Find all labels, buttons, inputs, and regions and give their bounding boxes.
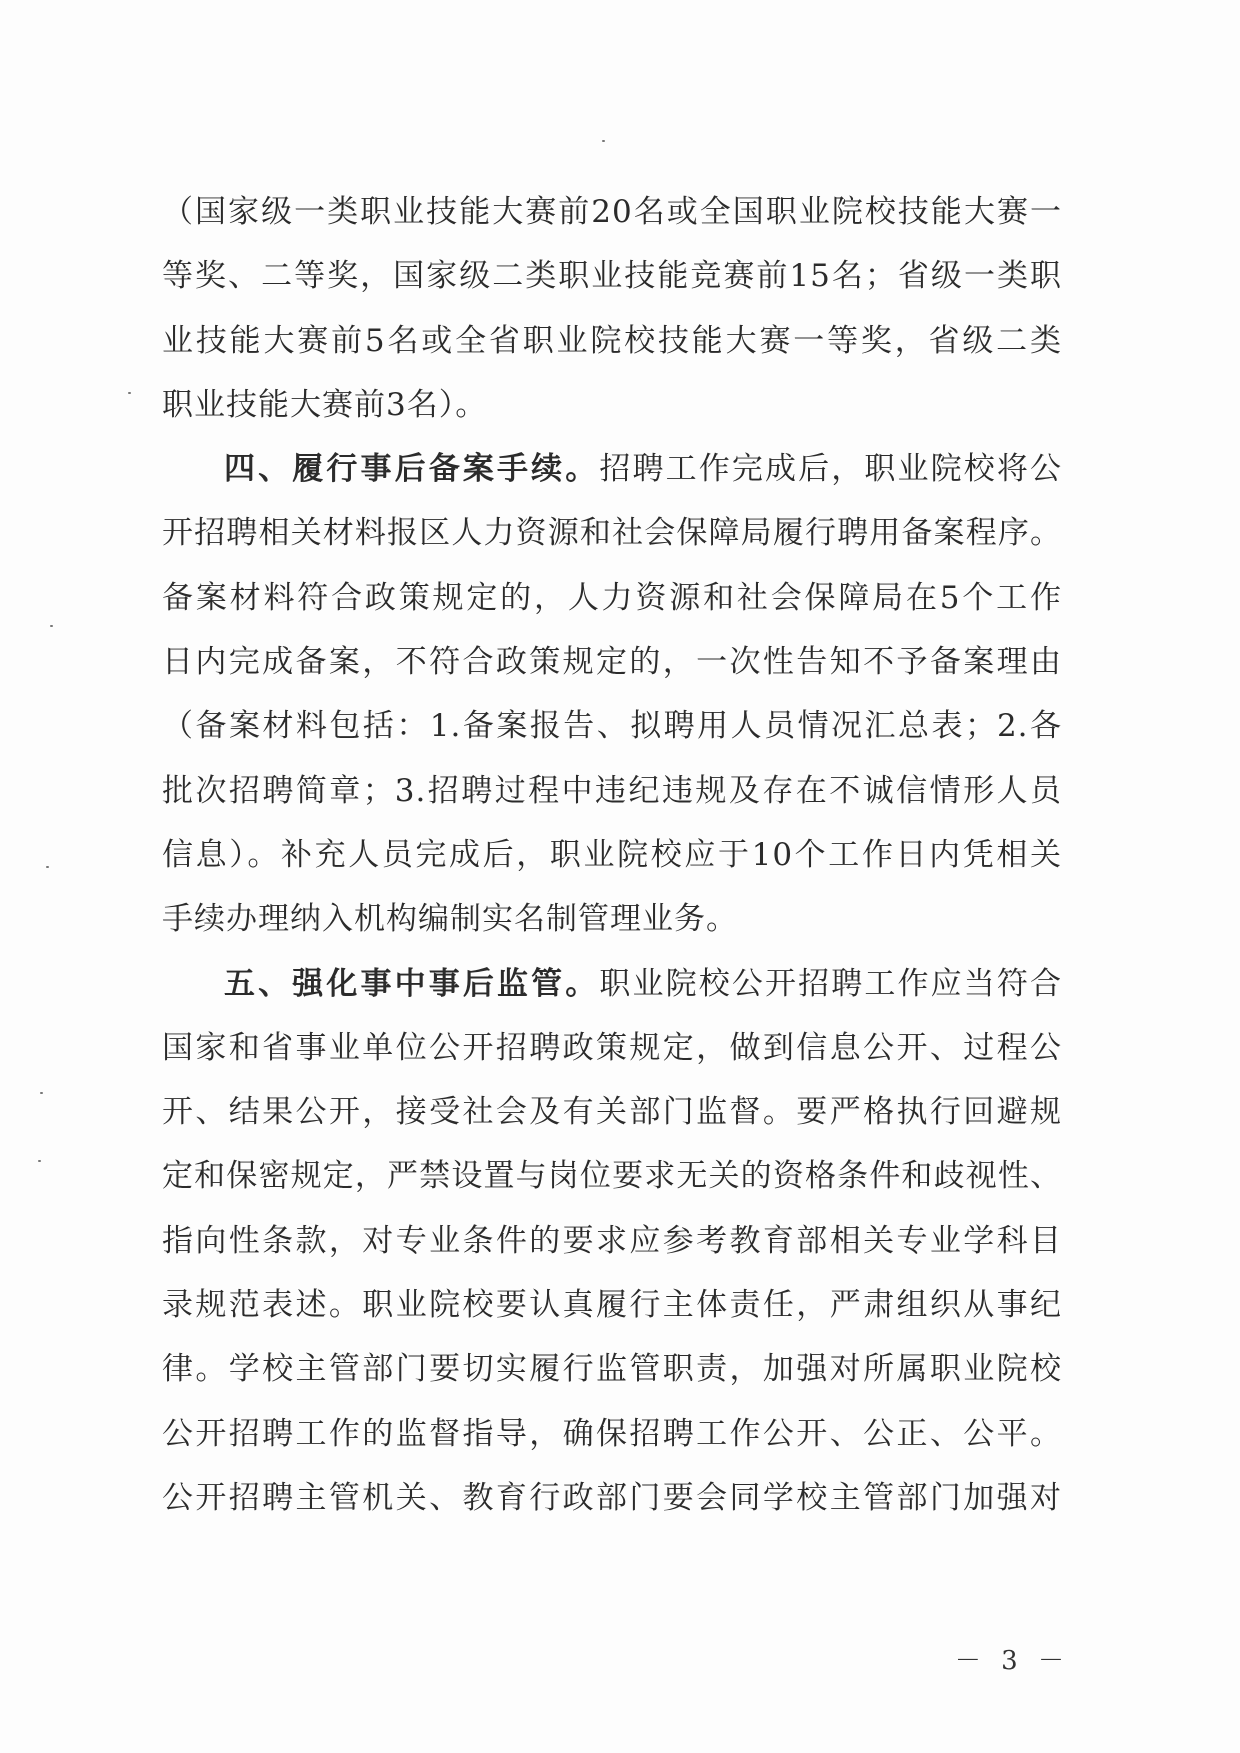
text-line: 批次招聘简章；3.招聘过程中违纪违规及存在不诚信情形人员 <box>162 772 1062 809</box>
text-line: 手续办理纳入机构编制实名制管理业务。 <box>162 901 738 938</box>
scan-speck <box>128 392 131 394</box>
text-line: 等奖、二等奖，国家级二类职业技能竞赛前15名；省级一类职 <box>162 258 1062 295</box>
scan-speck <box>46 866 49 868</box>
section-4-first-line <box>162 437 1062 501</box>
scan-speck <box>40 1092 43 1094</box>
page-number: － 3 － <box>954 1646 1070 1676</box>
text-line: （国家级一类职业技能大赛前20名或全国职业院校技能大赛一 <box>162 194 1062 230</box>
text-line: 日内完成备案，不符合政策规定的，一次性告知不予备案理由 <box>162 644 1062 681</box>
text-line: 录规范表述。职业院校要认真履行主体责任，严肃组织从事纪 <box>162 1287 1062 1324</box>
text-line: 开招聘相关材料报区人力资源和社会保障局履行聘用备案程序。 <box>162 515 1062 552</box>
text-line: 业技能大赛前5名或全省职业院校技能大赛一等奖，省级二类 <box>162 322 1062 359</box>
body-text <box>162 180 1062 1530</box>
text-line: （备案材料包括：1.备案报告、拟聘用人员情况汇总表；2.各 <box>162 708 1062 745</box>
scan-speck <box>38 1160 41 1162</box>
scan-speck <box>602 140 605 142</box>
text-line: 信息）。补充人员完成后，职业院校应于10个工作日内凭相关 <box>162 836 1062 873</box>
text-line: 开、结果公开，接受社会及有关部门监督。要严格执行回避规 <box>162 1094 1062 1131</box>
text-line: 公开招聘工作的监督指导，确保招聘工作公开、公正、公平。 <box>162 1415 1062 1452</box>
section-5-heading: 五、强化事中事后监管。 <box>224 965 600 1002</box>
section-5-first-line <box>162 952 1062 1016</box>
scan-speck <box>50 625 53 627</box>
text-line: 公开招聘主管机关、教育行政部门要会同学校主管部门加强对 <box>162 1479 1062 1516</box>
text-line: 定和保密规定，严禁设置与岗位要求无关的资格条件和歧视性、 <box>162 1158 1062 1195</box>
text-line: 职业技能大赛前3名）。 <box>162 386 488 423</box>
section-4-heading: 四、履行事后备案手续。 <box>224 451 600 488</box>
section-5-first-line-text: 职业院校公开招聘工作应当符合 <box>599 965 1062 1002</box>
text-line: 备案材料符合政策规定的，人力资源和社会保障局在5个工作 <box>162 579 1062 616</box>
text-line: 国家和省事业单位公开招聘政策规定，做到信息公开、过程公 <box>162 1029 1062 1066</box>
text-line: 律。学校主管部门要切实履行监管职责，加强对所属职业院校 <box>162 1351 1062 1388</box>
text-line: 指向性条款，对专业条件的要求应参考教育部相关专业学科目 <box>162 1222 1062 1259</box>
section-4-first-line-text: 招聘工作完成后，职业院校将公 <box>599 451 1062 488</box>
